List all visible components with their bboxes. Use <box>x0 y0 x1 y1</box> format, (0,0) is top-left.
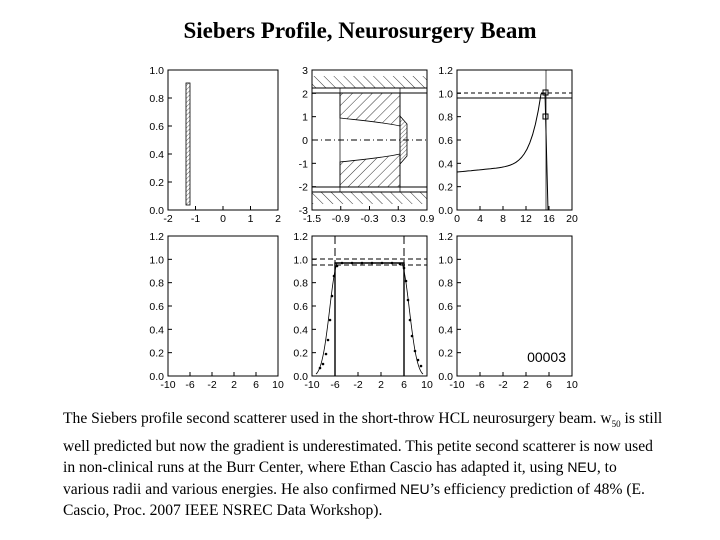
x-tick-label: -2 <box>207 379 217 391</box>
x-tick-label: 8 <box>500 213 506 225</box>
measured-point <box>417 359 420 362</box>
y-tick-label: 0.8 <box>149 277 164 290</box>
y-tick-label: -2 <box>298 181 308 194</box>
y-tick-label: 0.0 <box>149 205 164 217</box>
measured-point <box>333 275 336 278</box>
y-tick-label: 0.2 <box>149 347 164 360</box>
x-tick-label: -10 <box>304 379 320 391</box>
y-tick-label: 0 <box>302 135 308 147</box>
x-tick-label: -10 <box>449 379 465 391</box>
measured-point <box>381 262 384 265</box>
measured-point <box>325 353 328 356</box>
scatterer-bar <box>186 83 190 205</box>
caption-code-neu-2: NEU <box>400 480 430 497</box>
x-tick-label: 10 <box>566 379 578 391</box>
x-tick-label: -0.9 <box>331 213 350 225</box>
y-tick-label: 0.6 <box>438 301 453 313</box>
y-tick-label: 1.2 <box>438 231 453 243</box>
x-tick-label: 2 <box>523 379 529 391</box>
y-tick-label: 0.2 <box>293 347 308 360</box>
x-tick-label: 0.9 <box>419 213 435 225</box>
measured-point <box>420 365 423 368</box>
measured-point <box>336 265 339 268</box>
measured-point <box>411 335 414 338</box>
y-tick-label: 0.0 <box>438 205 453 217</box>
y-tick-label: 1.0 <box>438 88 453 101</box>
y-tick-label: 0.8 <box>438 277 453 290</box>
caption-part2: is still well predicted but now the gradient is underestimated. This petite second scatterer is now used in non-clinical runs at the Burr Center, where Ethan Cascio has adapted it, using <box>63 410 663 477</box>
y-tick-label: 1.0 <box>438 254 453 267</box>
measured-point <box>391 262 394 265</box>
y-tick-label: 0.4 <box>293 324 308 337</box>
x-tick-label: -6 <box>330 379 340 391</box>
shield-block <box>312 192 427 204</box>
y-tick-label: 1.2 <box>293 231 308 243</box>
measured-point <box>319 367 322 370</box>
x-tick-label: 2 <box>378 379 384 391</box>
x-tick-label: 6 <box>253 379 259 391</box>
x-tick-label: -1 <box>190 213 201 225</box>
x-tick-label: -2 <box>498 379 508 391</box>
measured-point <box>322 363 325 366</box>
y-tick-label: 0.0 <box>149 371 164 383</box>
caption-part4: ’s efficiency prediction of 48% (E. Cascio, Proc. 2007 IEEE NSREC Data Workshop). <box>63 480 645 520</box>
measured-point <box>351 262 354 265</box>
measured-point <box>407 299 410 302</box>
y-tick-label: 0.6 <box>149 121 164 133</box>
y-tick-label: 2 <box>302 88 308 101</box>
y-tick-label: 0.0 <box>438 371 453 383</box>
caption-subscript: 50 <box>611 419 621 430</box>
y-tick-label: 0.6 <box>293 301 308 313</box>
x-tick-label: -2 <box>353 379 363 391</box>
measured-point <box>361 262 364 265</box>
y-tick-label: 1.0 <box>149 254 164 267</box>
measured-point <box>327 339 330 342</box>
x-tick-label: 20 <box>566 213 578 225</box>
y-tick-label: 0.4 <box>438 324 453 337</box>
y-tick-label: 0.6 <box>149 301 164 313</box>
x-tick-label: 12 <box>520 213 532 225</box>
y-tick-label: 1.0 <box>149 65 164 77</box>
measured-point <box>409 319 412 322</box>
caption-part1: The Siebers profile second scatterer used in the short-throw HCL neurosurgery beam. w <box>63 410 612 427</box>
panel-frame <box>312 236 427 376</box>
y-tick-label: 0.0 <box>293 371 308 383</box>
x-tick-label: 6 <box>546 379 552 391</box>
slide-title: Siebers Profile, Neurosurgery Beam <box>183 18 537 43</box>
lead-insert <box>400 116 407 164</box>
y-tick-label: 1.2 <box>149 231 164 243</box>
x-tick-label: 2 <box>231 379 237 391</box>
measured-point <box>329 319 332 322</box>
y-tick-label: 0.4 <box>149 324 164 337</box>
x-tick-label: 0 <box>220 213 226 225</box>
y-tick-label: 0.8 <box>293 277 308 290</box>
x-tick-label: -0.3 <box>360 213 379 225</box>
panel-frame <box>168 70 278 210</box>
shield-block <box>312 76 427 88</box>
caption <box>63 408 663 522</box>
panel-frame <box>168 236 278 376</box>
y-tick-label: -1 <box>298 158 308 171</box>
measured-point <box>371 262 374 265</box>
y-tick-label: 1.0 <box>293 254 308 267</box>
x-tick-label: 16 <box>543 213 555 225</box>
x-tick-label: -2 <box>163 213 173 225</box>
y-tick-label: 0.2 <box>149 177 164 189</box>
measured-point <box>403 267 406 270</box>
x-tick-label: -6 <box>475 379 485 391</box>
y-tick-label: 1.2 <box>438 65 453 77</box>
y-tick-label: 0.4 <box>438 158 453 171</box>
x-tick-label: 6 <box>401 379 407 391</box>
measured-point <box>331 295 334 298</box>
x-tick-label: 4 <box>477 213 483 225</box>
x-tick-label: 0.3 <box>390 213 406 225</box>
y-tick-label: 0.8 <box>149 93 164 105</box>
run-id-label: 00003 <box>527 349 566 365</box>
measured-point <box>341 262 344 265</box>
caption-part3: , to various radii and various energies. He also confirmed <box>63 459 617 498</box>
y-tick-label: 1 <box>302 111 308 124</box>
x-tick-label: 10 <box>421 379 433 391</box>
x-tick-label: 2 <box>275 213 281 225</box>
measured-point <box>405 280 408 283</box>
x-tick-label: 0 <box>454 213 460 225</box>
measured-point <box>414 350 417 353</box>
x-tick-label: -10 <box>160 379 176 391</box>
y-tick-label: 0.6 <box>438 135 453 147</box>
panel-frame <box>457 70 572 210</box>
y-tick-label: 0.2 <box>438 181 453 194</box>
x-tick-label: -1.5 <box>302 213 322 225</box>
measured-point <box>399 263 402 266</box>
caption-code-neu: NEU <box>567 459 597 476</box>
y-tick-label: 3 <box>302 65 308 77</box>
x-tick-label: 1 <box>247 213 254 225</box>
y-tick-label: 0.2 <box>438 347 453 360</box>
x-tick-label: -6 <box>185 379 195 391</box>
y-tick-label: 0.8 <box>438 111 453 124</box>
y-tick-label: 0.4 <box>149 149 164 161</box>
x-tick-label: 10 <box>272 379 284 391</box>
y-tick-label: -3 <box>298 205 308 217</box>
